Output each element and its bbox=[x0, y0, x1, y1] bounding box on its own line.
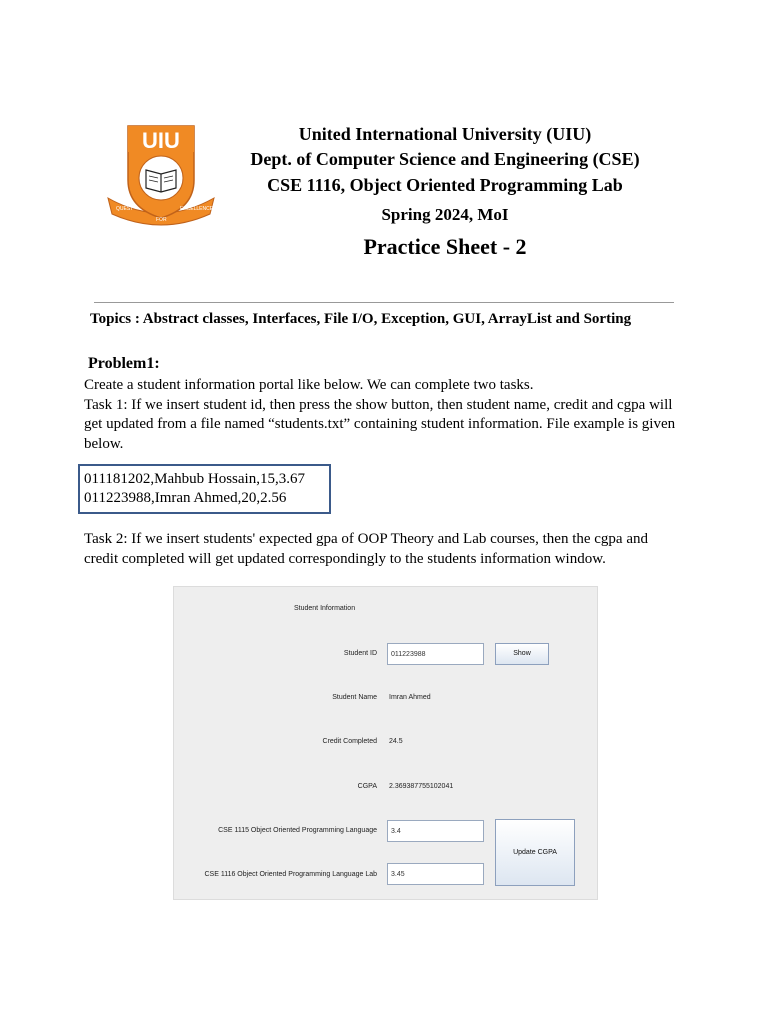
department-name: Dept. of Computer Science and Engineering (CSE) bbox=[250, 149, 640, 169]
sheet-title: Practice Sheet - 2 bbox=[363, 234, 527, 259]
problem-description bbox=[84, 376, 684, 454]
course1-gpa-input[interactable] bbox=[387, 820, 484, 842]
student-name-label: Student Name bbox=[332, 694, 377, 701]
logo-text-top: UIU bbox=[142, 128, 180, 153]
course1-label: CSE 1115 Object Oriented Programming Language bbox=[218, 827, 377, 834]
logo-ribbon-center: FOR bbox=[156, 217, 167, 223]
task1-text: Task 1: If we insert student id, then press the show button, then student name, credit and cgpa will get updated from a file named “students.txt” containing student information. File example is given below. bbox=[84, 396, 676, 452]
task2-text: Task 2: If we insert students' expected gpa of OOP Theory and Lab courses, then the cgpa and credit completed will get updated correspondingly to the students information window. bbox=[84, 531, 648, 567]
credit-completed-label: Credit Completed bbox=[322, 738, 377, 745]
problem-intro: Create a student information portal like below. We can complete two tasks. bbox=[84, 377, 534, 393]
window-title: Student Information bbox=[294, 605, 356, 612]
course2-label: CSE 1116 Object Oriented Programming Language Lab bbox=[204, 871, 377, 878]
show-button[interactable]: Show bbox=[495, 643, 549, 665]
credit-completed-value: 24.5 bbox=[389, 738, 403, 745]
course2-gpa-input[interactable] bbox=[387, 863, 484, 885]
course-name: CSE 1116, Object Oriented Programming Lab bbox=[267, 175, 623, 195]
university-logo bbox=[106, 124, 216, 228]
student-info-window bbox=[173, 586, 598, 900]
uiu-crest-icon bbox=[106, 124, 216, 228]
divider bbox=[94, 302, 674, 303]
file-line: 011223988,Imran Ahmed,20,2.56 bbox=[84, 490, 287, 506]
student-id-label: Student ID bbox=[343, 650, 377, 657]
cgpa-label: CGPA bbox=[357, 783, 377, 790]
file-example-box bbox=[78, 464, 331, 514]
student-name-value: Imran Ahmed bbox=[389, 694, 431, 701]
problem-title: Problem1: bbox=[88, 355, 160, 372]
file-line: 011181202,Mahbub Hossain,15,3.67 bbox=[84, 471, 305, 487]
topics-line: Topics : Abstract classes, Interfaces, File I/O, Exception, GUI, ArrayList and Sorting bbox=[90, 311, 632, 327]
logo-ribbon-left: QUEST bbox=[116, 206, 134, 212]
cgpa-value: 2.369387755102041 bbox=[389, 783, 454, 790]
student-id-input[interactable] bbox=[387, 643, 484, 665]
term: Spring 2024, MoI bbox=[381, 205, 509, 224]
update-cgpa-button[interactable]: Update CGPA bbox=[495, 819, 575, 886]
logo-ribbon-right: EXCELLENCE bbox=[180, 206, 214, 212]
university-name: United International University (UIU) bbox=[298, 124, 592, 144]
